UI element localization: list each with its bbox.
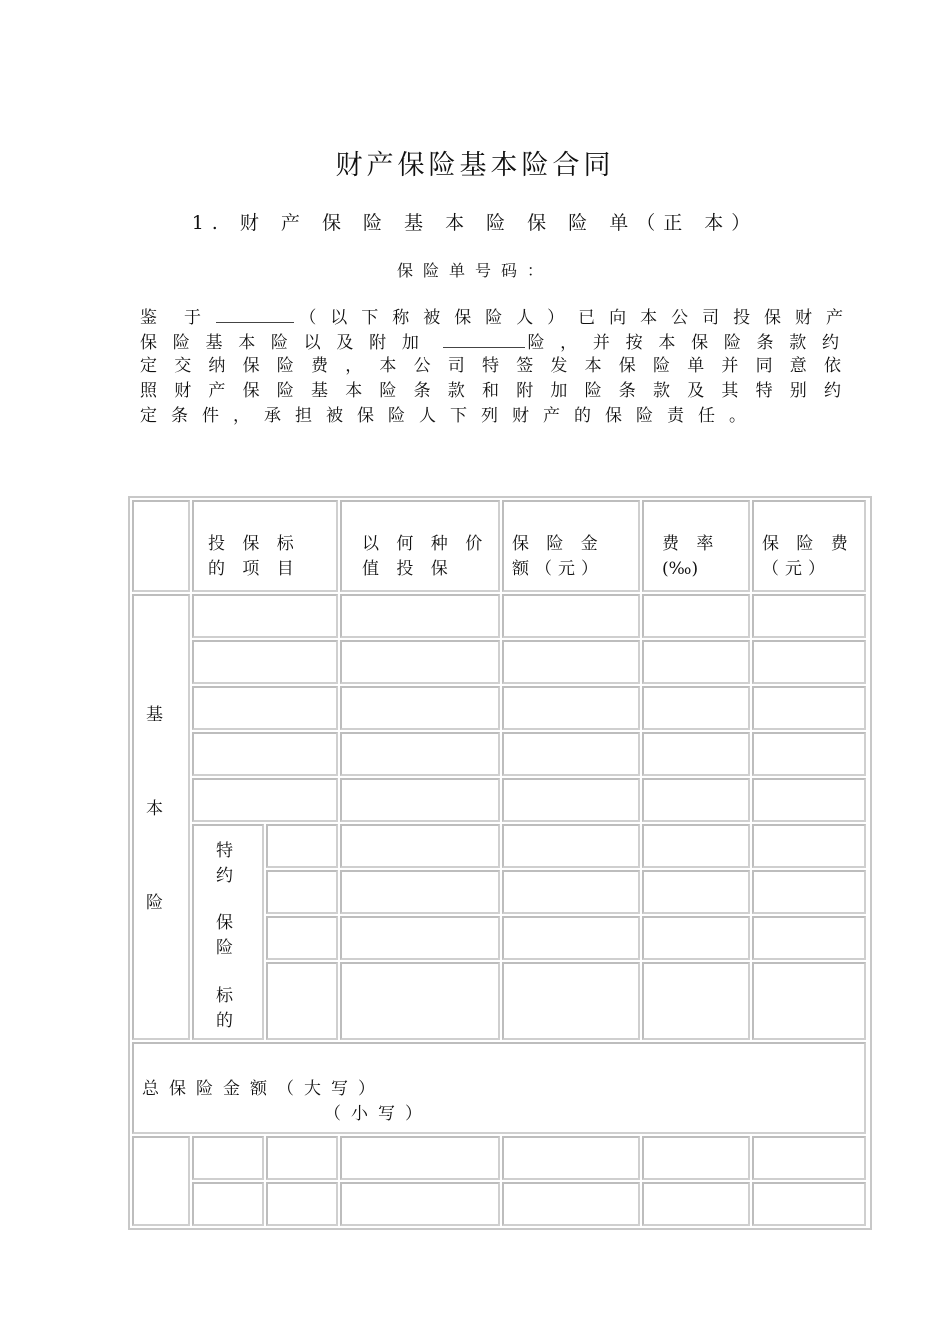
header-text: 额（元） [512, 559, 604, 579]
table-cell[interactable] [266, 962, 338, 1040]
insured-name-blank[interactable] [216, 304, 294, 323]
table-cell[interactable] [266, 1136, 338, 1180]
special-label-char: 标 [216, 986, 233, 1006]
table-cell[interactable] [752, 686, 866, 730]
table-cell[interactable] [266, 1182, 338, 1226]
table-cell[interactable] [502, 1182, 640, 1226]
intro-line-3: 定交纳保险费，本公司特签发本保险单并同意依 [140, 356, 852, 376]
total-uppercase-label: 总保险金额（大写） [142, 1079, 385, 1099]
header-text: 保 险 金 [512, 534, 604, 554]
header-text: 保 险 费 [762, 534, 854, 554]
basic-label-char: 险 [146, 893, 163, 913]
table-cell[interactable] [340, 686, 500, 730]
table-cell[interactable] [266, 824, 338, 868]
header-text: 以 何 种 价 [362, 534, 489, 554]
table-cell[interactable] [502, 962, 640, 1040]
table-cell[interactable] [642, 824, 750, 868]
table-cell[interactable] [192, 640, 338, 684]
table-cell[interactable] [752, 594, 866, 638]
bottom-label-cell [132, 1136, 190, 1226]
table-cell[interactable] [192, 594, 338, 638]
table-cell[interactable] [502, 594, 640, 638]
table-cell[interactable] [502, 778, 640, 822]
table-cell[interactable] [502, 640, 640, 684]
table-cell[interactable] [752, 870, 866, 914]
additional-coverage-blank[interactable] [443, 329, 525, 348]
table-cell[interactable] [502, 686, 640, 730]
table-cell[interactable] [192, 686, 338, 730]
table-cell[interactable] [642, 1182, 750, 1226]
table-cell[interactable] [192, 732, 338, 776]
table-cell[interactable] [642, 778, 750, 822]
policy-number-label: 保险单号码： [396, 261, 553, 280]
table-cell[interactable] [340, 1136, 500, 1180]
table-cell[interactable] [192, 1136, 264, 1180]
table-cell[interactable] [192, 1182, 264, 1226]
special-label-char: 保 [216, 913, 233, 933]
table-cell[interactable] [340, 870, 500, 914]
table-cell[interactable] [192, 778, 338, 822]
table-cell[interactable] [340, 640, 500, 684]
table-cell[interactable] [642, 870, 750, 914]
header-text: 费 率 [662, 534, 720, 554]
table-cell[interactable] [642, 962, 750, 1040]
table-cell[interactable] [340, 1182, 500, 1226]
table-cell[interactable] [642, 640, 750, 684]
table-cell[interactable] [752, 824, 866, 868]
header-text: 值 投 保 [362, 559, 454, 579]
intro-line-5: 定条件，承担被保险人下列财产的保险责任。 [140, 406, 760, 426]
coverage-table [128, 496, 872, 1230]
special-label-char: 约 [216, 866, 233, 886]
table-cell[interactable] [752, 640, 866, 684]
table-cell[interactable] [752, 732, 866, 776]
table-cell[interactable] [340, 916, 500, 960]
special-label-char: 特 [216, 841, 233, 861]
intro-text: （以下称被保险人）已向本公司投保财产 [294, 308, 853, 328]
table-cell[interactable] [642, 686, 750, 730]
header-text: 投 保 标 [208, 534, 300, 554]
table-cell[interactable] [752, 1136, 866, 1180]
table-cell[interactable] [642, 594, 750, 638]
basic-label-char: 本 [146, 799, 163, 819]
header-text: (‰) [662, 559, 699, 579]
table-cell[interactable] [340, 778, 500, 822]
table-cell[interactable] [502, 916, 640, 960]
table-cell[interactable] [502, 732, 640, 776]
table-cell[interactable] [642, 1136, 750, 1180]
header-premium [752, 500, 866, 592]
intro-line-2 [140, 329, 852, 354]
total-sum-insured-cell[interactable] [132, 1042, 866, 1134]
basic-label-char: 基 [146, 705, 163, 725]
header-rate [642, 500, 750, 592]
header-valuation [340, 500, 500, 592]
table-cell[interactable] [502, 870, 640, 914]
special-label-char: 的 [216, 1011, 233, 1031]
table-cell[interactable] [752, 1182, 866, 1226]
table-cell[interactable] [266, 870, 338, 914]
table-cell[interactable] [502, 824, 640, 868]
header-item [192, 500, 338, 592]
table-cell[interactable] [642, 916, 750, 960]
intro-line-1 [140, 304, 852, 329]
table-cell[interactable] [752, 962, 866, 1040]
table-cell[interactable] [266, 916, 338, 960]
table-cell[interactable] [752, 916, 866, 960]
table-cell[interactable] [340, 824, 500, 868]
document-title: 财产保险基本险合同 [335, 150, 615, 181]
intro-paragraph [140, 304, 852, 429]
table-cell[interactable] [642, 732, 750, 776]
total-lowercase-label: （小写） [324, 1104, 432, 1124]
special-items-label-cell [192, 824, 264, 1040]
table-cell[interactable] [340, 594, 500, 638]
special-label-char: 险 [216, 938, 233, 958]
header-text: （元） [762, 559, 831, 579]
table-cell[interactable] [752, 778, 866, 822]
basic-coverage-label-cell [132, 594, 190, 1040]
header-text: 的 项 目 [208, 559, 300, 579]
header-corner-cell [132, 500, 190, 592]
intro-line-4: 照财产保险基本险条款和附加险条款及其特别约 [140, 381, 852, 401]
table-cell[interactable] [340, 732, 500, 776]
intro-text: 保险基本险以及附加 [140, 333, 435, 353]
intro-text: 险，并按本保险条款约 [524, 333, 853, 353]
header-amount [502, 500, 640, 592]
table-cell[interactable] [340, 962, 500, 1040]
document-subtitle: 1. 财 产 保 险 基 本 险 保 险 单（正 本） [191, 212, 759, 234]
intro-text: 鉴 于 [140, 308, 206, 328]
table-cell[interactable] [502, 1136, 640, 1180]
